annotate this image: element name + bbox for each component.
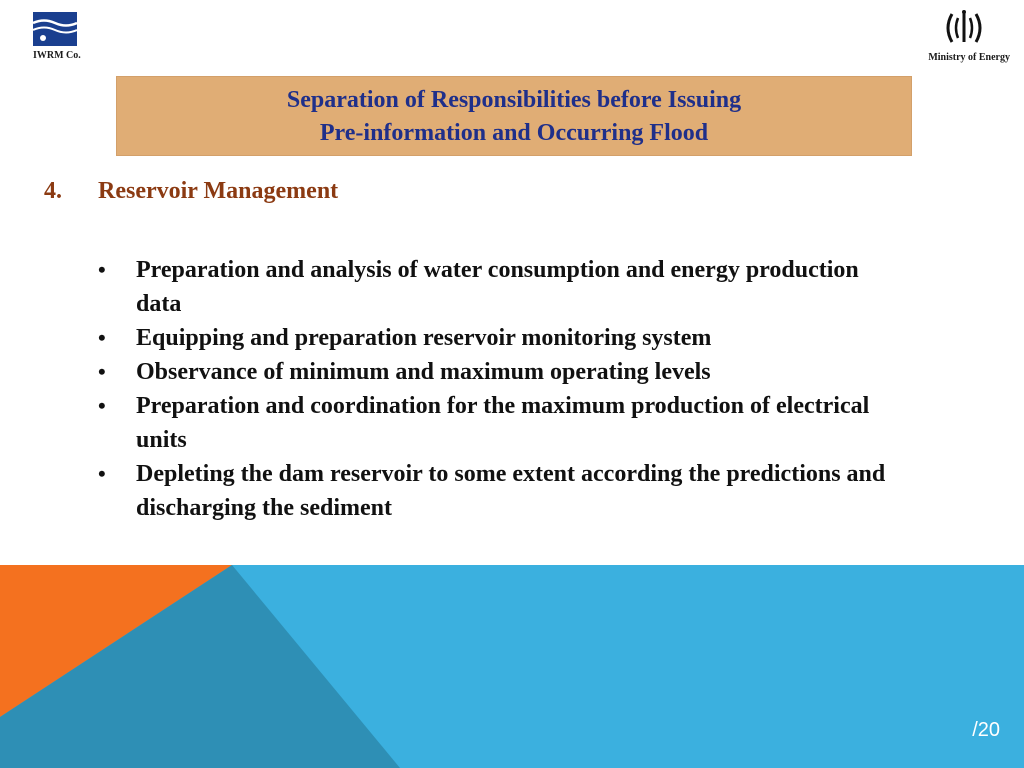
ministry-emblem-icon bbox=[942, 8, 986, 53]
bullet-text: Observance of minimum and maximum operating levels bbox=[136, 359, 711, 385]
ministry-logo-caption: Ministry of Energy bbox=[928, 52, 1010, 63]
bullet-icon: • bbox=[98, 393, 106, 418]
bullet-icon: • bbox=[98, 461, 106, 486]
list-item bbox=[98, 355, 898, 389]
slide-title-line-2: Pre-information and Occurring Flood bbox=[319, 120, 709, 146]
iwrm-logo-icon bbox=[33, 12, 83, 46]
slide-title-box bbox=[116, 76, 912, 156]
section-heading-text: Reservoir Management bbox=[98, 178, 339, 204]
list-item bbox=[98, 457, 898, 525]
bullet-icon: • bbox=[98, 257, 106, 282]
page-number: /20 bbox=[972, 719, 1000, 741]
bullet-icon: • bbox=[98, 325, 106, 350]
footer-decoration bbox=[0, 565, 1024, 768]
section-heading bbox=[44, 178, 338, 205]
iwrm-logo-caption: IWRM Co. bbox=[33, 50, 81, 61]
bullet-text: Depleting the dam reservoir to some extent according the predictions and discharging the sediment bbox=[136, 461, 886, 521]
bullet-list bbox=[98, 253, 898, 525]
section-number: 4. bbox=[44, 178, 62, 204]
slide-title-line-1: Separation of Responsibilities before Issuing bbox=[286, 87, 742, 113]
bullet-text: Preparation and analysis of water consumption and energy production data bbox=[136, 257, 859, 317]
list-item bbox=[98, 321, 898, 355]
bullet-text: Preparation and coordination for the maximum production of electrical units bbox=[136, 393, 870, 453]
list-item bbox=[98, 389, 898, 457]
bullet-text: Equipping and preparation reservoir monitoring system bbox=[136, 325, 712, 351]
list-item bbox=[98, 253, 898, 321]
bullet-icon: • bbox=[98, 359, 106, 384]
